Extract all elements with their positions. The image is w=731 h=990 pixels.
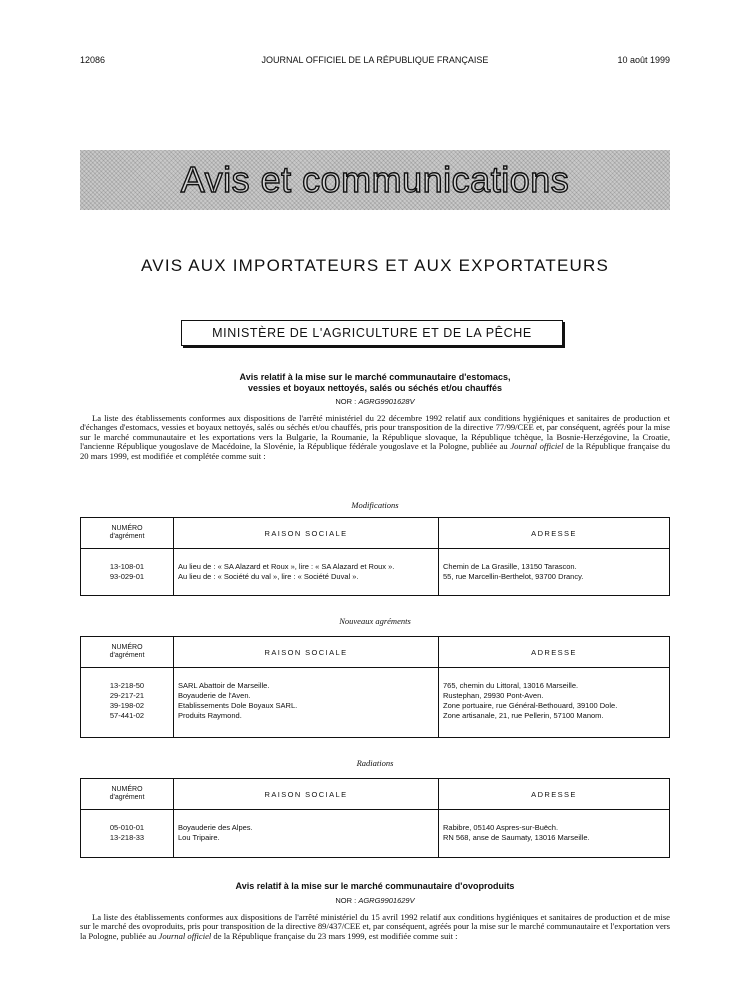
- header-numero: NUMÉRO d'agrément: [81, 779, 174, 810]
- banner-title: Avis et communications: [180, 159, 570, 200]
- journal-title: JOURNAL OFFICIEL DE LA RÉPUBLIQUE FRANÇAISE: [261, 55, 489, 65]
- avis-title-line-2: vessies et boyaux nettoyés, salés ou séchés et/ou chauffés: [247, 383, 503, 393]
- cell-raison-sociale: Boyauderie des Alpes. Lou Tripaire.: [174, 810, 439, 858]
- table-modifications: [80, 517, 670, 596]
- cell-numero: 13-218-50 29-217-21 39-198-02 57-441-02: [109, 681, 145, 720]
- header-adresse: ADRESSE: [439, 518, 670, 549]
- cell-adresse: 765, chemin du Littoral, 13016 Marseille. Rustephan, 29930 Pont-Aven. Zone portuaire, rue Général-Bethouard, 39100 Dole. Zone artisanale, 21, rue Pellerin, 57100 Manom.: [439, 668, 670, 738]
- avis-body-ovoproduits: [80, 913, 670, 941]
- table-row: [81, 549, 670, 596]
- table-caption-modifications: Modifications: [351, 500, 399, 510]
- cell-adresse: Rabibre, 05140 Aspres-sur-Buëch. RN 568, anse de Saumaty, 13016 Marseille.: [439, 810, 670, 858]
- avis-body: [80, 414, 670, 461]
- table-row: [81, 810, 670, 858]
- table-caption-radiations: Radiations: [356, 758, 394, 768]
- cell-raison-sociale: Au lieu de : « SA Alazard et Roux », lire : « SA Alazard et Roux ». Au lieu de : « Société du val », lire : « Société Duval ».: [174, 549, 439, 596]
- nor-code: AGRG9901628V: [358, 397, 415, 406]
- table-nouveaux-agrements: [80, 636, 670, 738]
- avis-title-ovoproduits: Avis relatif à la mise sur le marché communautaire d'ovoproduits: [235, 881, 515, 891]
- section-banner: [80, 150, 670, 210]
- cell-raison-sociale: SARL Abattoir de Marseille. Boyauderie de l'Aven. Etablissements Dole Boyaux SARL. Produits Raymond.: [174, 668, 439, 738]
- avis-body-text: La liste des établissements conformes aux dispositions de l'arrêté ministériel du 22 décembre 1992 relatif aux conditions hygiéniques et sanitaires de production et d'échanges d'estomacs, vessies et boyaux nettoyés, salés ou séchés et/ou chauffés, pris pour transposition de la directive 77/99/CEE et, par conséquent, agréés pour la mise sur le marché communautaire et les exportations vers la Bulgarie, la Roumanie, la République slovaque, la République tchèque, la Bosnie-Herzégovine, la Croatie, l'ancienne République yougoslave de Macédoine, la Slovénie, la République fédérale yougoslave et la Pologne, publiée au: [80, 413, 670, 452]
- header-raison-sociale: RAISON SOCIALE: [174, 637, 439, 668]
- header-adresse: ADRESSE: [439, 779, 670, 810]
- header-raison-sociale: RAISON SOCIALE: [174, 518, 439, 549]
- header-adresse: ADRESSE: [439, 637, 670, 668]
- table-row: [81, 668, 670, 738]
- header-numero: NUMÉRO d'agrément: [81, 518, 174, 549]
- nor-label: NOR :: [335, 397, 359, 406]
- journal-reference: Journal officiel: [158, 930, 212, 941]
- ministry-box: [181, 320, 563, 346]
- avis-title-line-1: Avis relatif à la mise sur le marché communautaire d'estomacs,: [239, 372, 511, 382]
- page-header: [80, 55, 670, 69]
- avis-body-text-end: de la République française du 20 mars 1999, est modifiée et complétée comme suit :: [80, 441, 671, 461]
- journal-reference: Journal officiel: [510, 441, 564, 452]
- section-title: AVIS AUX IMPORTATEURS ET AUX EXPORTATEURS: [141, 256, 609, 275]
- cell-numero: 13-108-01 93-029-01: [109, 562, 145, 581]
- header-numero: NUMÉRO d'agrément: [81, 637, 174, 668]
- page-number: 12086: [80, 55, 106, 65]
- nor-reference: [80, 397, 670, 406]
- header-raison-sociale: RAISON SOCIALE: [174, 779, 439, 810]
- nor-code: AGRG9901629V: [358, 896, 415, 905]
- nor-label: NOR :: [335, 896, 359, 905]
- avis-body-text-end: de la République française du 23 mars 1999, est modifiée comme suit :: [211, 930, 458, 941]
- avis-title: [80, 372, 670, 394]
- table-caption-nouveaux: Nouveaux agréments: [339, 616, 411, 626]
- nor-reference-ovoproduits: [80, 896, 670, 905]
- publication-date: 10 août 1999: [617, 55, 670, 65]
- table-radiations: [80, 778, 670, 858]
- cell-adresse: Chemin de La Grasille, 13150 Tarascon. 55, rue Marcellin-Berthelot, 93700 Drancy.: [439, 549, 670, 596]
- cell-numero: 05-010-01 13-218-33: [109, 823, 145, 842]
- ministry-name: MINISTÈRE DE L'AGRICULTURE ET DE LA PÊCHE: [212, 326, 532, 340]
- avis-body-text: La liste des établissements conformes aux dispositions de l'arrêté ministériel du 15 avril 1992 relatif aux conditions hygiéniques et sanitaires de production et de mise sur le marché des ovoproduits, pris pour transposition de la directive 89/437/CEE et, par conséquent, agréés pour la mise sur le marché communautaire et l'exportation vers la Pologne, publiée au: [80, 912, 670, 941]
